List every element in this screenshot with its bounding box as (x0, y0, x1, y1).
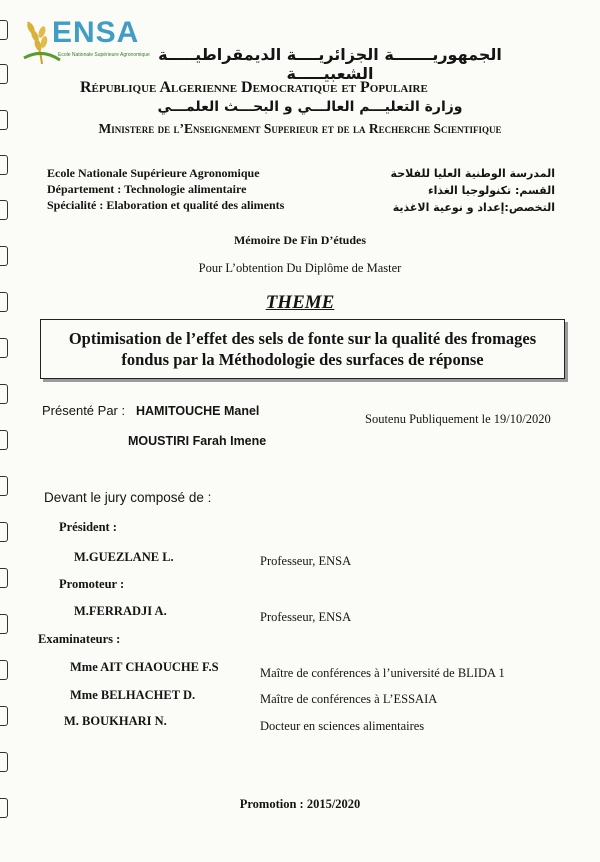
theme-heading: THEME (265, 292, 335, 313)
thesis-title-box (40, 319, 565, 379)
examiner-affiliation: Maître de conférences à L’ESSAIA (260, 692, 438, 706)
school-arabic: المدرسة الوطنية العليا للفلاحة (390, 167, 555, 180)
republic-french: République Algerienne Democratique et Populaire (80, 79, 428, 96)
thesis-title-line-2: fondus par la Méthodologie des surfaces de réponse (121, 350, 484, 369)
ensa-logo (22, 16, 150, 68)
logo-subtitle: Ecole Nationale Supérieure Agronomique (58, 52, 150, 58)
jury-intro: Devant le jury composé de : (44, 490, 212, 505)
department-french: Département : Technologie alimentaire (47, 182, 247, 196)
ministry-arabic: وزارة التعليـــم العالـــي و البحـــث العلمـــي (157, 99, 463, 115)
defense-date: Soutenu Publiquement le 19/10/2020 (365, 412, 551, 426)
president-name: M.GUEZLANE L. (74, 550, 174, 564)
thesis-purpose: Pour L’obtention Du Diplôme de Master (198, 261, 402, 275)
president-affiliation: Professeur, ENSA (260, 554, 352, 568)
examiner-affiliation: Maître de conférences à l’université de BLIDA 1 (260, 666, 505, 680)
promotion: Promotion : 2015/2020 (239, 797, 361, 811)
logo-text: ENSA (52, 16, 140, 49)
republic-arabic: الجمهوريـــــــة الجزائريــــة الديمقراطيـــــة الشعبيـــــة (158, 45, 502, 83)
examiner-name: Mme AIT CHAOUCHE F.S (70, 660, 219, 674)
promoteur-affiliation: Professeur, ENSA (260, 610, 352, 624)
school-french: Ecole Nationale Supérieure Agronomique (47, 166, 260, 180)
thesis-title-line-1: Optimisation de l’effet des sels de fonte sur la qualité des fromages (68, 329, 537, 348)
specialty-french: Spécialité : Elaboration et qualité des aliments (47, 198, 285, 212)
ministry-french: Ministere de l’Enseignement Superieur et de la Recherche Scientifique (98, 121, 502, 136)
specialty-arabic: التخصص:إعداد و نوعية الاغذية (392, 201, 555, 214)
examiner-affiliation: Docteur en sciences alimentaires (260, 719, 425, 733)
presented-by-label: Présenté Par : (42, 403, 126, 418)
author-1: HAMITOUCHE Manel (136, 404, 260, 418)
examiners-label: Examinateurs : (38, 632, 121, 646)
department-arabic: القسم: تكنولوجيا الغذاء (427, 184, 555, 197)
promoteur-label: Promoteur : (59, 577, 125, 591)
president-label: Président : (59, 520, 117, 534)
examiner-name: Mme BELHACHET D. (70, 688, 196, 702)
thesis-type: Mémoire De Fin D’études (233, 233, 367, 247)
promoteur-name: M.FERRADJI A. (74, 604, 167, 618)
author-2: MOUSTIRI Farah Imene (128, 434, 267, 448)
spiral-binding (0, 20, 10, 850)
examiner-name: M. BOUKHARI N. (64, 714, 167, 728)
